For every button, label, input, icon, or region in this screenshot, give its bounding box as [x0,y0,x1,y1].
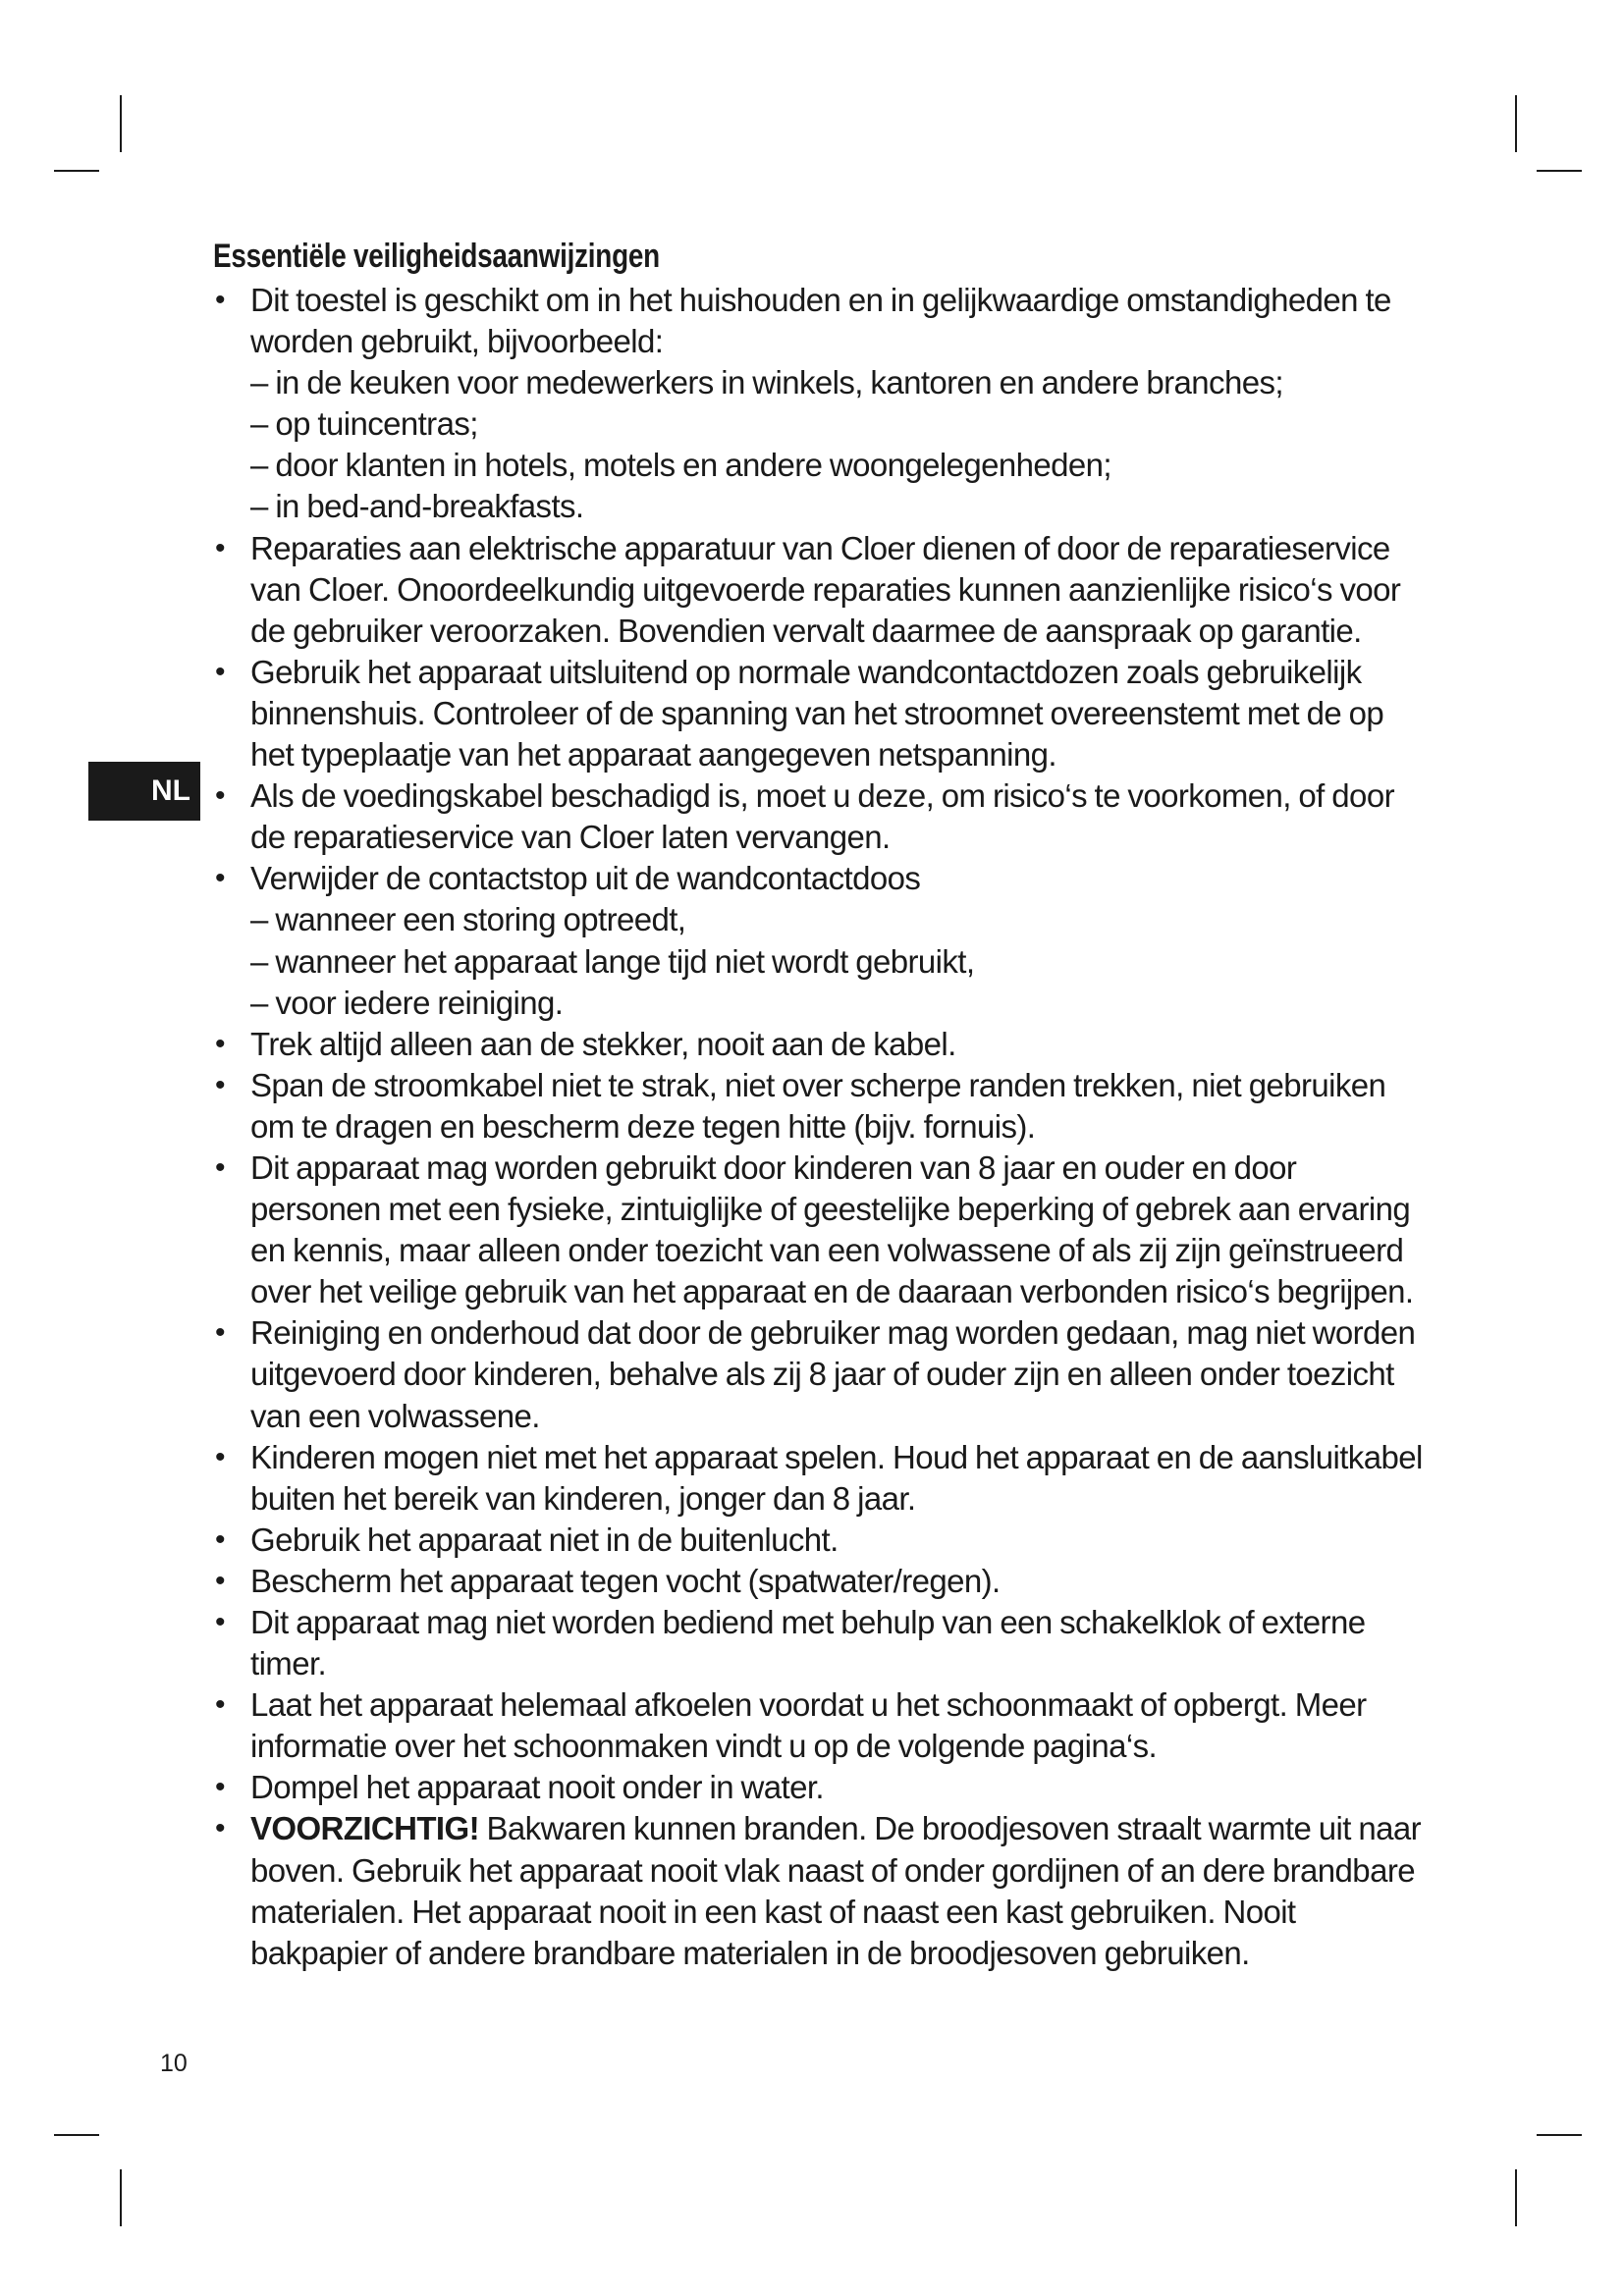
bullet-icon: • [215,1812,225,1845]
safety-instructions [213,236,1434,1974]
sub-list-item: – wanneer het apparaat lange tijd niet wordt gebruikt, [250,942,975,980]
sub-list-item: – in de keuken voor medewerkers in winkels, kantoren en andere branches; [250,364,1283,401]
list-item [213,1684,1434,1767]
bullet-icon: • [215,779,225,813]
list-item [213,1520,1434,1561]
list-item [213,1065,1434,1148]
list-item [213,858,1434,1023]
list-item [213,1437,1434,1520]
bullet-icon: • [215,531,225,564]
list-item [213,1767,1434,1808]
list-item-text: Gebruik het apparaat niet in de buitenlucht. [250,1521,839,1558]
list-item [213,1602,1434,1684]
sub-list-item: – wanneer een storing optreedt, [250,901,686,938]
crop-mark-top-left-v [120,95,122,152]
list-item [213,775,1434,858]
list-item-text: Verwijder de contactstop uit de wandcontactdoos [250,860,921,897]
bullet-icon: • [215,1688,225,1722]
bullet-icon: • [215,284,225,316]
list-item-text: Kinderen mogen niet met het apparaat spelen. Houd het apparaat en de aansluitkabel buiten het bereik van kinderen, jonger dan 8 jaar. [250,1438,1423,1517]
list-item-text: Als de voedingskabel beschadigd is, moet u deze, om risico‘s te voorkomen, of door de reparatieservice van Cloer laten vervangen. [250,777,1394,856]
list-item-text: Dompel het apparaat nooit onder in water. [250,1769,824,1806]
list-item-text: Dit toestel is geschikt om in het huishouden en in gelijkwaardige omstandigheden te worden gebruikt, bijvoorbeeld: [250,282,1391,360]
sub-list-item: – op tuincentras; [250,405,478,443]
page-number: 10 [160,2050,188,2077]
list-item [213,280,1434,528]
crop-mark-bottom-right-v [1515,2169,1517,2226]
warning-label: VOORZICHTIG! [250,1810,479,1847]
list-item [213,1561,1434,1602]
list-item-text: Span de stroomkabel niet te strak, niet over scherpe randen trekken, niet gebruiken om te dragen en bescherm deze tegen hitte (bijv. fornuis). [250,1066,1386,1145]
list-item-text: Laat het apparaat helemaal afkoelen voordat u het schoonmaakt of opbergt. Meer informatie over het schoonmaken vindt u op de volgende pagina‘s. [250,1686,1367,1765]
list-item-text: Trek altijd alleen aan de stekker, nooit aan de kabel. [250,1025,956,1062]
instruction-list [213,280,1434,1974]
bullet-icon: • [215,862,225,895]
list-item-text: Reparaties aan elektrische apparatuur van Cloer dienen of door de reparatieservice van Cloer. Onoordeelkundig uitgevoerde reparaties kunnen aanzienlijke risico‘s voor de gebruiker veroorzaken. Bovendien vervalt daarmee de aanspraak op garantie. [250,529,1401,649]
crop-mark-top-right-h [1537,170,1582,172]
crop-mark-bottom-right-h [1537,2134,1582,2136]
crop-mark-bottom-left-h [54,2134,99,2136]
crop-mark-top-right-v [1515,95,1517,152]
bullet-icon: • [215,655,225,688]
sub-list-item: – in bed-and-breakfasts. [250,488,584,525]
list-item-text: Bescherm het apparaat tegen vocht (spatwater/regen). [250,1562,1001,1599]
crop-mark-top-left-h [54,170,99,172]
page-heading: Essentiële veiligheidsaanwijzingen [213,238,660,275]
bullet-icon: • [215,1316,225,1350]
bullet-icon: • [215,1068,225,1101]
bullet-icon: • [215,1564,225,1597]
language-tab: NL [88,762,200,821]
list-item [213,1024,1434,1065]
list-item [213,652,1434,775]
list-item [213,1148,1434,1312]
list-item-text: Gebruik het apparaat uitsluitend op normale wandcontactdozen zoals gebruikelijk binnenshuis. Controleer of de spanning van het stroomnet overeenstemt met de op het typeplaatje van het apparaat aangegeven netspanning. [250,653,1384,774]
bullet-icon: • [215,1771,225,1804]
bullet-icon: • [215,1606,225,1638]
bullet-icon: • [215,1440,225,1473]
sub-list-item: – voor iedere reiniging. [250,984,564,1021]
list-item-text: Dit apparaat mag niet worden bediend met behulp van een schakelklok of externe timer. [250,1604,1366,1682]
list-item [213,1312,1434,1436]
list-item [213,1808,1434,1973]
bullet-icon: • [215,1150,225,1184]
bullet-icon: • [215,1027,225,1060]
list-item-text: Reiniging en onderhoud dat door de gebruiker mag worden gedaan, mag niet worden uitgevoerd door kinderen, behalve als zij 8 jaar of ouder zijn en alleen onder toezicht van een volwassene. [250,1314,1416,1434]
list-item-text: Dit apparaat mag worden gebruikt door kinderen van 8 jaar en ouder en door personen met een fysieke, zintuiglijke of geestelijke beperking of gebrek aan ervaring en kennis, maar alleen onder toezicht van een volwassene of als zij zijn geïnstrueerd over het veilige gebruik van het apparaat en de daaraan verbonden risico‘s begrijpen. [250,1148,1414,1310]
sub-list-item: – door klanten in hotels, motels en andere woongelegenheden; [250,447,1112,484]
crop-mark-bottom-left-v [120,2169,122,2226]
bullet-icon: • [215,1522,225,1556]
list-item-text: Bakwaren kunnen branden. De broodjesoven straalt warmte uit naar boven. Gebruik het apparaat nooit vlak naast of onder gordijnen of an dere brandbare materialen. Het apparaat nooit in een kast of naast een kast gebruiken. Nooit bakpapier of andere brandbare materialen in de broodjesoven gebruiken. [250,1810,1422,1971]
list-item [213,528,1434,652]
